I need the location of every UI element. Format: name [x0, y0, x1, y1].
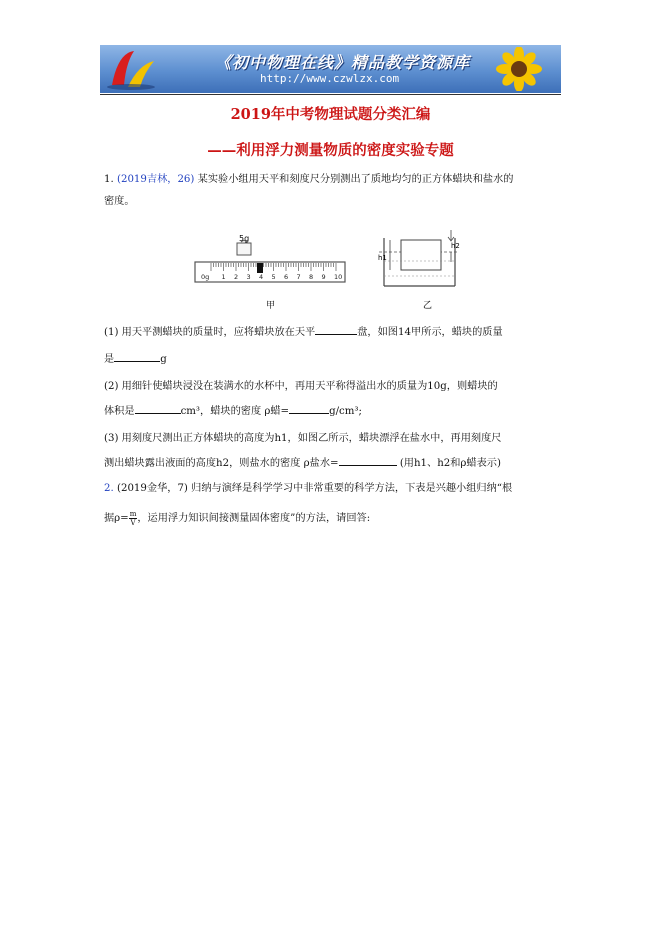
q1-part3-line1: (3) 用刻度尺测出正方体蜡块的高度为h1，如图乙所示，蜡块漂浮在盐水中，再用刻度尺	[104, 433, 502, 444]
scale-tick-label: 7	[296, 273, 301, 281]
scale-tick-label: 5	[271, 273, 276, 281]
q2-stem-text: 归纳与演绎是科学学习中非常重要的科学方法，下表是兴趣小组归纳“根	[191, 483, 513, 494]
q1-part2-line2	[104, 401, 566, 423]
scale-tick-label: 1	[221, 273, 226, 281]
q1-part3-line2	[104, 453, 566, 475]
h1-label: h1	[378, 254, 387, 262]
scale-tick-label: 2	[234, 273, 239, 281]
scale-tick-label: 4	[259, 273, 264, 281]
sunflower-icon	[489, 47, 547, 91]
q1-part3-text-b: (用h1、h2和ρ蜡表示)	[399, 458, 501, 469]
fraction-numerator: m	[129, 509, 137, 518]
q1-part1-line1	[104, 322, 566, 344]
rider-weight	[257, 263, 263, 273]
q1-part2-line1: (2) 用细针使蜡块浸没在装满水的水杯中，再用天平称得溢出水的质量为10g，则蜡块的	[104, 381, 498, 392]
wax-block	[401, 240, 441, 270]
answer-blank-volume[interactable]	[135, 402, 181, 414]
q1-part1-text-a: (1) 用天平测蜡块的质量时，应将蜡块放在天平	[104, 327, 316, 338]
q1-stem-line1	[104, 169, 566, 191]
q1-part1-line2	[104, 349, 566, 371]
q1-source: (2019吉林，26)	[116, 174, 195, 185]
label-yi: 乙	[423, 301, 433, 311]
q2-source: (2019金华，7)	[116, 483, 188, 494]
q1-figure	[193, 228, 493, 312]
q2-stem-text-b: ，运用浮力知识间接测量固体密度”的方法，请回答:	[137, 513, 371, 524]
q1-part1-text-c: 是	[104, 354, 115, 365]
q1-part2-text-b: cm³，蜡块的密度 ρ蜡=	[180, 406, 290, 417]
scale-tick-label: 10	[334, 273, 343, 281]
weight-block	[237, 243, 251, 255]
answer-blank-pan[interactable]	[315, 323, 357, 335]
header-banner	[100, 45, 561, 93]
banner-url[interactable]: http://www.czwlzx.com	[260, 72, 400, 85]
q1-part3-text-a: 测出蜡块露出液面的高度h2，则盐水的密度 ρ盐水=	[104, 458, 339, 469]
site-logo-icon	[104, 47, 158, 91]
q1-stem-line2: 密度。	[104, 196, 135, 207]
q2-number: 2.	[104, 483, 114, 494]
answer-blank-mass[interactable]	[114, 350, 160, 362]
q1-part1-unit: g	[160, 354, 167, 365]
scale-tick-label: 3	[246, 273, 251, 281]
q2-stem-line1	[104, 478, 566, 500]
scale-tick-label: 9	[321, 273, 326, 281]
h2-label: h2	[451, 242, 460, 250]
q1-number: 1.	[104, 174, 114, 185]
weight-label: 5g	[239, 234, 250, 243]
document-subtitle: ——利用浮力测量物质的密度实验专题	[207, 142, 454, 159]
q2-stem-text-a: 据ρ=	[104, 513, 129, 524]
fraction-denominator: V	[130, 518, 136, 527]
scale-tick-label: 6	[284, 273, 289, 281]
banner-title: 《初中物理在线》精品教学资源库	[215, 53, 471, 72]
answer-blank-wax-density[interactable]	[289, 402, 329, 414]
scale-tick-label: 0g	[201, 273, 210, 281]
q2-stem-line2	[104, 508, 566, 530]
answer-blank-brine-density[interactable]	[339, 454, 397, 466]
scale-tick-labels	[201, 273, 342, 281]
q1-figure-diagram	[193, 228, 493, 312]
q1-part1-text-b: 盘，如图14甲所示，蜡块的质量	[357, 327, 503, 338]
document-title: 2019年中考物理试题分类汇编	[230, 106, 431, 123]
header-divider	[100, 94, 561, 95]
q1-stem-text: 某实验小组用天平和刻度尺分别测出了质地均匀的正方体蜡块和盐水的	[197, 174, 514, 185]
q1-part2-unit: g/cm³;	[329, 406, 362, 417]
label-jia: 甲	[266, 301, 276, 311]
scale-tick-label: 8	[309, 273, 314, 281]
q1-part2-text-a: 体积是	[104, 406, 135, 417]
